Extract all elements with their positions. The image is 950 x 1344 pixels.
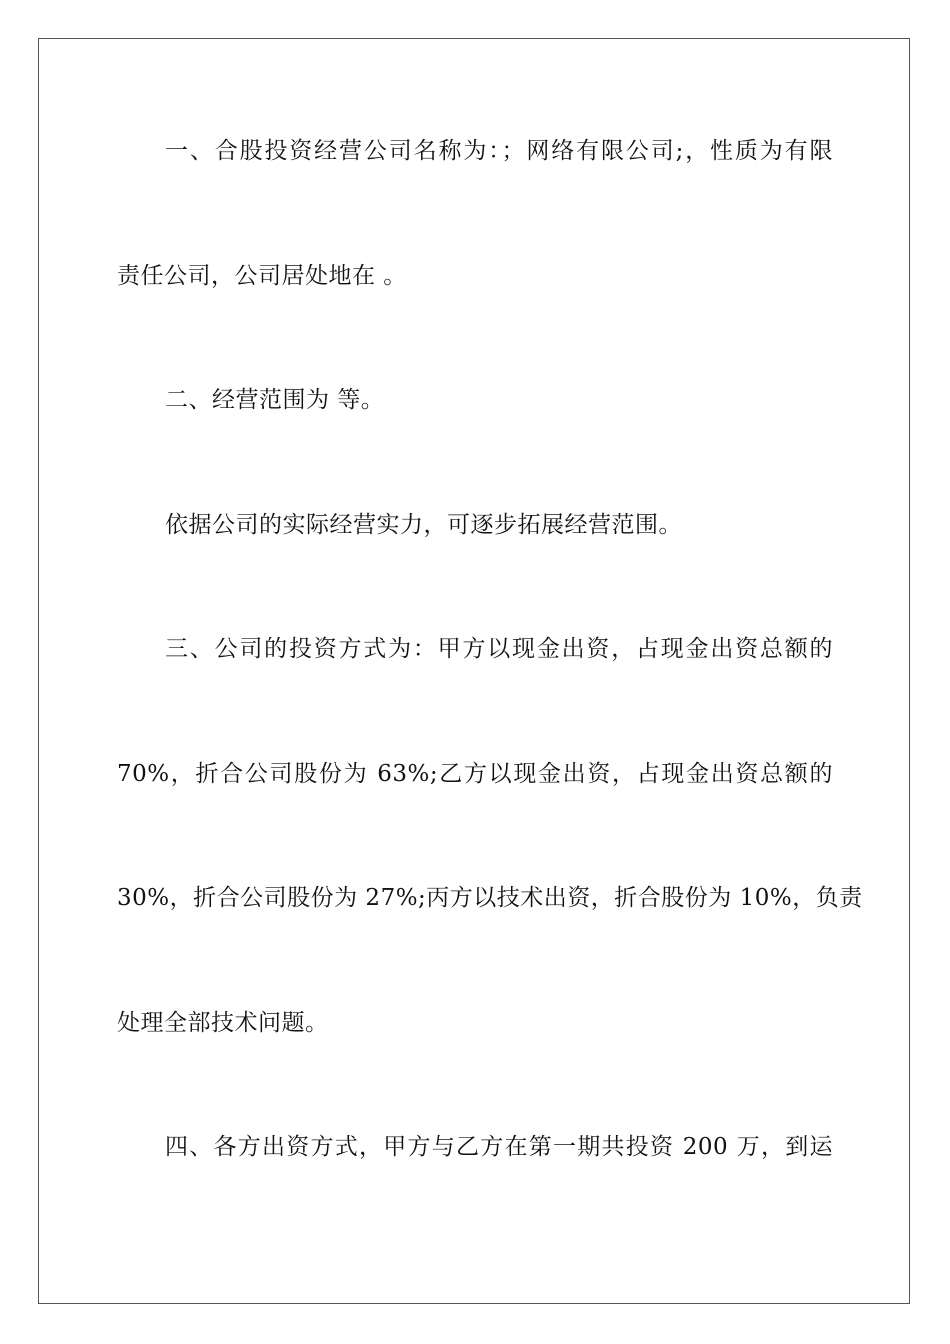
clause-3-line-3: 30%，折合公司股份为 27%;丙方以技术出资，折合股份为 10%，负责 (117, 885, 863, 911)
scope-note-line: 依据公司的实际经营实力，可逐步拓展经营范围。 (165, 512, 682, 538)
clause-3-line-1: 三、公司的投资方式为：甲方以现金出资，占现金出资总额的 (165, 636, 833, 662)
page-border (38, 38, 910, 1304)
clause-3-line-4: 处理全部技术问题。 (117, 1010, 329, 1036)
clause-1-line-2: 责任公司，公司居处地在 。 (117, 263, 407, 289)
clause-3-line-2: 70%，折合公司股份为 63%;乙方以现金出资，占现金出资总额的 (117, 761, 833, 787)
clause-1-line-1: 一、合股投资经营公司名称为：；网络有限公司;，性质为有限 (165, 138, 833, 164)
clause-4-line-1: 四、各方出资方式，甲方与乙方在第一期共投资 200 万，到运 (165, 1134, 833, 1160)
clause-2-line: 二、经营范围为 等。 (165, 387, 385, 413)
